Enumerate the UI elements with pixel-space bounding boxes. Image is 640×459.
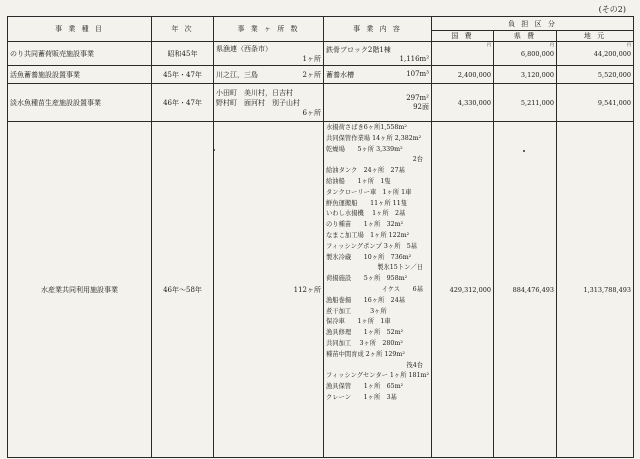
local-cell: 3,120,000 (494, 66, 557, 84)
locations-cell (214, 42, 324, 66)
location-count: 6ヶ所 (302, 108, 321, 117)
header-prefectural: 県 費 (494, 31, 557, 42)
header-row-1 (8, 17, 634, 31)
content-line: 漁具保管 1ヶ所 65m² (326, 383, 404, 391)
location-line: 野村町 面河村 別子山村 (216, 98, 300, 107)
prefectural-cell: 4,330,000 (432, 84, 494, 122)
content-cell (324, 84, 432, 122)
content-list (324, 122, 432, 458)
content-line: のり種苗 1ヶ所 32m² (326, 221, 404, 229)
prefectural-cell (494, 42, 557, 66)
locations-cell (214, 84, 324, 122)
content-line: 漁船巻揚 16ヶ所 24基 (326, 296, 405, 304)
content-line: いわし水揚機 1ヶ所 2基 (326, 210, 406, 218)
content-line: 蓄養水槽 (326, 70, 354, 79)
header-year: 年 次 (152, 17, 214, 42)
content-line: イケス 6基 (381, 285, 423, 293)
print-speck (523, 150, 525, 152)
content-line: 製氷15トン／日 (377, 264, 423, 272)
project-name: 水産業共同利用施設事業 (8, 122, 152, 458)
location-line: 川之江，三島 (216, 70, 258, 79)
table-row (8, 84, 634, 122)
locations-cell: 112ヶ所 (214, 122, 324, 458)
page-label: (その2) (598, 5, 626, 14)
header-project-type: 事 業 種 目 (8, 17, 152, 42)
content-cell (324, 66, 432, 84)
locations-cell (214, 66, 324, 84)
header-national: 国 費 (432, 31, 494, 42)
content-line: クレーン 1ヶ所 3基 (326, 393, 397, 401)
header-burden: 負 担 区 分 (432, 17, 634, 31)
content-line: 297m² (406, 93, 429, 102)
content-line: 1,116m² (399, 54, 429, 63)
year-cell: 45年・47年 (152, 66, 214, 84)
header-content: 事 業 内 容 (324, 17, 432, 42)
content-line: 煮干加工 3ヶ所 (326, 307, 387, 315)
print-speck (213, 149, 215, 151)
prefectural-value: 6,800,000 (520, 49, 554, 58)
content-line: 給油タンク 24ヶ所 27基 (326, 167, 405, 175)
content-line: 製氷冷蔵 10ヶ所 736m² (326, 253, 412, 261)
local-cell: 5,211,000 (494, 84, 557, 122)
table-row (8, 122, 634, 458)
content-line: フィッシングポンプ 3ヶ所 5基 (326, 242, 418, 250)
location-count: 2ヶ所 (302, 70, 321, 79)
currency-unit: 円 (487, 42, 491, 47)
content-line: タンクローリー車 1ヶ所 1車 (326, 188, 412, 196)
national-cell (432, 42, 494, 66)
prefectural-cell: 2,400,000 (432, 66, 494, 84)
location-count: 1ヶ所 (302, 54, 321, 63)
content-line: 2台 (412, 156, 423, 164)
total-cell: 1,313,788,493 (557, 122, 634, 458)
content-line: 鮮魚運搬船 11ヶ所 11隻 (326, 199, 407, 207)
total-cell: 5,520,000 (557, 66, 634, 84)
project-name: 淡水魚種苗生産施設設置事業 (8, 84, 152, 122)
prefectural-cell: 884,476,493 (494, 122, 557, 458)
content-line: 保冷車 1ヶ所 1車 (326, 318, 391, 326)
content-cell (324, 42, 432, 66)
content-line: 共同保管作業場 14ヶ所 2,382m² (326, 134, 422, 142)
content-line: 鉄骨ブロック2階1棟 (326, 45, 391, 54)
local-value: 44,200,000 (593, 49, 632, 58)
year-cell: 46年・47年 (152, 84, 214, 122)
burden-table (7, 16, 634, 458)
content-line: 荷揚施設 5ヶ所 958m² (326, 275, 408, 283)
year-cell: 昭和45年 (152, 42, 214, 66)
content-line: フィッシングセンター 1ヶ所 181m² (326, 372, 430, 380)
content-line: 共同加工 3ヶ所 280m² (326, 339, 403, 347)
table-row (8, 66, 634, 84)
project-name: 活魚蓄養施設設置事業 (8, 66, 152, 84)
content-line: なまこ加工場 1ヶ所 122m² (326, 231, 410, 239)
content-line: 乾燥場 5ヶ所 3,339m² (326, 145, 403, 153)
content-line: 水揚荷さばき6ヶ所1,558m² (326, 124, 407, 131)
header-local: 地 元 (557, 31, 634, 42)
content-line: 筏4台 (406, 361, 423, 369)
content-line: 給油船 1ヶ所 1隻 (326, 177, 391, 185)
currency-unit: 円 (550, 42, 554, 47)
local-cell (557, 42, 634, 66)
location-line: 県漁連（西条市） (216, 44, 272, 53)
location-line: 小田町 美川村，日吉村 (216, 88, 293, 97)
national-cell: 429,312,000 (432, 122, 494, 458)
total-cell: 9,541,000 (557, 84, 634, 122)
content-line: 漁具修理 1ヶ所 52m² (326, 329, 404, 337)
content-line: 107m³ (406, 69, 429, 78)
content-line: 種苗中間育成 2ヶ所 129m² (326, 350, 405, 358)
table-row (8, 42, 634, 66)
header-locations: 事 業 ヶ 所 数 (214, 17, 324, 42)
project-name: のり共同蓄荷販売施設事業 (8, 42, 152, 66)
year-cell: 46年〜58年 (152, 122, 214, 458)
content-line: 92面 (413, 102, 429, 111)
currency-unit: 円 (627, 42, 632, 47)
